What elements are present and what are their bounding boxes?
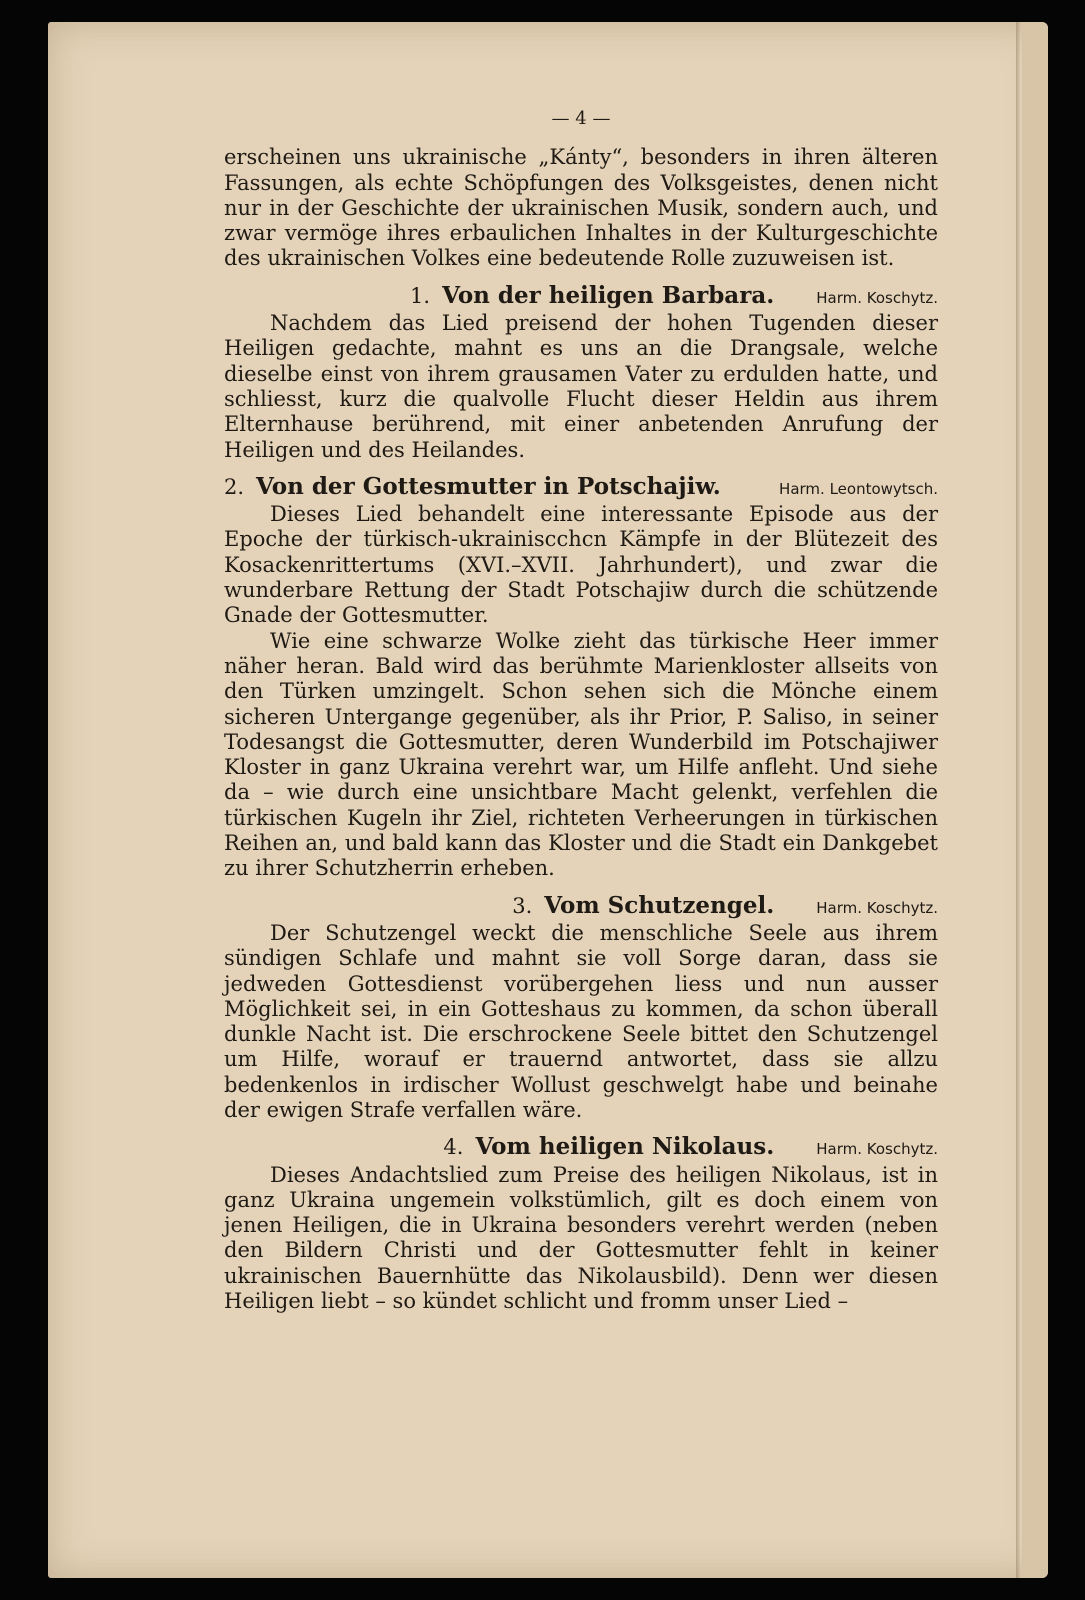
song-number: 3. xyxy=(512,893,533,918)
song-title: Von der heiligen Barbara. xyxy=(442,281,775,309)
intro-paragraph: erscheinen uns ukrainische „Kánty“, besonders in ihren älteren Fassungen, als echte Schöpfungen des Volksgeistes, denen nicht nur in der Geschichte der ukrainischen Musik, sondern auch, und zwar vermöge ihres erbaulichen Inhaltes in der Kulturgeschichte des ukrainischen Volkes eine bedeutende Rolle zuzuweisen ist. xyxy=(224,145,938,271)
song-2-paragraph-1: Dieses Lied behandelt eine interessante Episode aus der Epoche der türkisch-ukrainiscchcn Kämpfe in der Blütezeit des Kosackenrittertums (XVI.–XVII. Jahrhundert), und zwar die wunderbare Rettung der Stadt Potschajiw durch die schützende Gnade der Gottesmutter. xyxy=(224,502,938,628)
song-harmonization: Harm. Koschytz. xyxy=(816,288,938,307)
page-content xyxy=(224,106,938,1314)
song-title: Von der Gottesmutter in Potschajiw. xyxy=(256,472,721,500)
song-heading-1 xyxy=(224,283,938,311)
song-heading-4 xyxy=(224,1134,938,1162)
song-title: Vom heiligen Nikolaus. xyxy=(475,1133,775,1161)
song-harmonization: Harm. Koschytz. xyxy=(816,1140,938,1159)
song-number: 2. xyxy=(224,474,245,499)
song-4-paragraph-1: Dieses Andachtslied zum Preise des heiligen Nikolaus, ist in ganz Ukraina ungemein volkstümlich, gilt es doch einem von jenen Heiligen, die in Ukraina besonders verehrt werden (neben den Bildern Christi und der Gottesmutter fehlt in keiner ukrainischen Bauernhütte das Nikolausbild). Denn wer diesen Heiligen liebt – so kündet schlicht und fromm unser Lied – xyxy=(224,1162,938,1314)
song-harmonization: Harm. Leontowytsch. xyxy=(779,479,938,498)
song-number: 1. xyxy=(410,283,431,308)
song-1-paragraph-1: Nachdem das Lied preisend der hohen Tugenden dieser Heiligen gedachte, mahnt es uns an die Drangsale, welche dieselbe einst von ihrem grausamen Vater zu erdulden hatte, und schliesst, kurz die qualvolle Flucht dieser Heldin aus ihrem Elternhause berührend, mit einer anbetenden Anrufung der Heiligen und des Heilandes. xyxy=(224,311,938,462)
next-page-edge xyxy=(1022,22,1048,1578)
song-heading-2 xyxy=(224,474,938,502)
song-2-paragraph-2: Wie eine schwarze Wolke zieht das türkische Heer immer näher heran. Bald wird das berühmte Marienkloster allseits von den Türken umzingelt. Schon sehen sich die Mönche einem sicheren Untergange gegenüber, als ihr Prior, P. Saliso, in seiner Todesangst die Gottesmutter, deren Wunderbild im Potschajiwer Kloster in ganz Ukraina verehrt war, um Hilfe anfleht. Und siehe da – wie durch eine unsichtbare Macht gelenkt, verfehlen die türkischen Kugeln ihr Ziel, richteten Verheerungen in türkischen Reihen an, und bald kann das Kloster und die Stadt ein Dankgebet zu ihrer Schutzherrin erheben. xyxy=(224,628,938,881)
book-page xyxy=(48,22,1048,1578)
song-title: Vom Schutzengel. xyxy=(544,891,775,919)
page-number: — 4 — xyxy=(551,108,611,129)
song-number: 4. xyxy=(443,1135,464,1160)
page-gutter xyxy=(1016,22,1020,1578)
song-3-paragraph-1: Der Schutzengel weckt die menschliche Seele aus ihrem sündigen Schlafe und mahnt sie voll Sorge daran, dass sie jedweden Gottesdienst vorübergehen liess und nun ausser Möglichkeit sei, in ein Gotteshaus zu kommen, da schon überall dunkle Nacht ist. Die erschrockene Seele bittet den Schutzengel um Hilfe, worauf er trauernd antwortet, dass sie allzu bedenkenlos in irdischer Wollust geschwelgt habe und beinahe der ewigen Strafe verfallen wäre. xyxy=(224,920,938,1122)
song-heading-3 xyxy=(224,893,938,921)
song-harmonization: Harm. Koschytz. xyxy=(816,898,938,917)
